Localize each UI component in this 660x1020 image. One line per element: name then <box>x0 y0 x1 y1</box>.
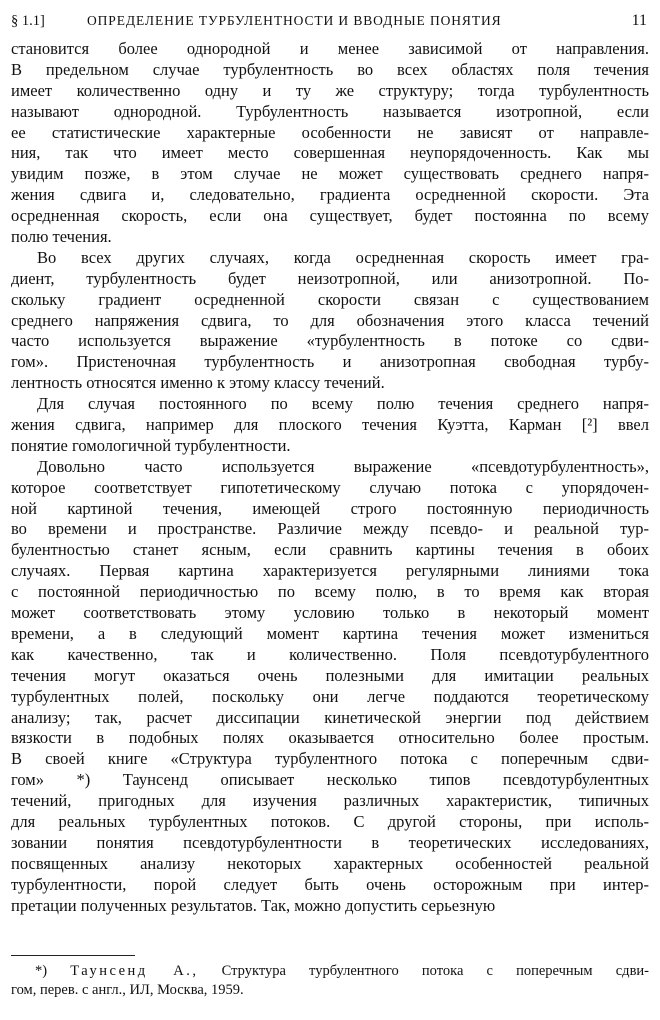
paragraph <box>11 394 649 457</box>
text-line: увидим позже, в этом случае не может существовать среднего напря- <box>11 164 649 184</box>
text-line: имеет количественно одну и ту же структуру; тогда турбулентность <box>11 80 649 100</box>
paragraph <box>11 248 649 394</box>
text-line: может соответствовать этому условию только в некоторый момент <box>11 603 649 623</box>
paragraph <box>11 457 649 917</box>
text-line: вязкости в подобных полях оказывается относительно более простым. <box>11 728 649 748</box>
text-line: которое соответствует гипотетическому случаю потока с упорядочен- <box>11 477 649 497</box>
text-line: Для случая постоянного по всему полю течения среднего напря- <box>37 394 649 414</box>
text-line: называют однородной. Турбулентность называется изотропной, если <box>11 101 649 121</box>
text-line: ее статистические характерные особенности не зависят от направле- <box>11 122 649 142</box>
footnote-line: гом, перев. с англ., ИЛ, Москва, 1959. <box>11 982 244 998</box>
text-line: анализу; так, расчет диссипации кинетической энергии под действием <box>11 707 649 727</box>
paragraph <box>11 39 649 248</box>
text-line: Во всех других случаях, когда осредненная скорость имеет гра- <box>37 247 649 267</box>
text-line: жения сдвига и, следовательно, градиента осредненной скорости. Эта <box>11 185 649 205</box>
running-head <box>11 9 649 33</box>
text-line: становится более однородной и менее зависимой от направления. <box>11 39 649 58</box>
footnote-author: Таунсенд А., <box>70 963 199 979</box>
text-line: зовании понятия псевдотурбулентности в теоретических исследованиях, <box>11 832 649 852</box>
footnote-line <box>11 962 649 981</box>
text-line: лентность относятся именно к этому классу течений. <box>11 373 385 393</box>
text-line: течений, пригодных для изучения различных характеристик, типичных <box>11 791 649 811</box>
text-line: скольку градиент осредненной скорости связан с существованием <box>11 289 649 309</box>
text-line: случаях. Первая картина характеризуется регулярными линиями тока <box>11 561 649 581</box>
text-line: гом» *) Таунсенд описывает несколько типов псевдотурбулентных <box>11 770 649 790</box>
footnote-marker: *) <box>35 963 48 979</box>
section-number: § 1.1] <box>11 13 45 29</box>
text-line: полю течения. <box>11 227 112 247</box>
text-line: турбулентности, порой следует быть очень осторожным при интер- <box>11 874 649 894</box>
text-line: с постоянной периодичностью по всему полю, в то время как вторая <box>11 582 649 602</box>
page-number: 11 <box>631 12 647 29</box>
text-line: ния, так что имеет место совершенная неупорядоченность. Как мы <box>11 143 649 163</box>
running-title: ОПРЕДЕЛЕНИЕ ТУРБУЛЕНТНОСТИ И ВВОДНЫЕ ПОНЯТИЯ <box>87 13 502 28</box>
text-line: во времени и пространстве. Различие между псевдо- и реальной тур- <box>11 519 649 539</box>
text-line: часто используется выражение «турбулентность в потоке со сдви- <box>11 331 649 351</box>
footnote <box>11 962 649 1000</box>
body-text <box>11 39 649 916</box>
text-line: для реальных турбулентных потоков. С другой стороны, при исполь- <box>11 811 649 831</box>
text-line: осредненная скорость, если она существует, будет постоянна по всему <box>11 206 649 226</box>
text-line: жения сдвига, например для плоского течения Куэтта, Карман [²] ввел <box>11 415 649 435</box>
text-line: гом». Пристеночная турбулентность и анизотропная свободная турбу- <box>11 352 649 372</box>
text-line: диент, турбулентность будет неизотропной, или анизотропной. По- <box>11 268 649 288</box>
footnote-divider <box>11 955 135 956</box>
text-line: времени, а в следующий момент картина течения может измениться <box>11 623 649 643</box>
text-line: В своей книге «Структура турбулентного потока с поперечным сдви- <box>11 749 649 769</box>
text-line: претации полученных результатов. Так, можно допустить серьезную <box>11 895 496 915</box>
text-line: В предельном случае турбулентность во всех областях поля течения <box>11 59 649 79</box>
text-line: турбулентных полей, поскольку они легче поддаются теоретическому <box>11 686 649 706</box>
text-line: как качественно, так и количественно. Поля псевдотурбулентного <box>11 644 649 664</box>
text-line: течения могут оказаться очень полезными для имитации реальных <box>11 665 649 685</box>
text-line: среднего напряжения сдвига, то для обозначения этого класса течений <box>11 310 649 330</box>
footnote-title: Структура турбулентного потока с поперечным сдви- <box>221 963 649 979</box>
text-line: понятие гомологичной турбулентности. <box>11 435 291 455</box>
text-line: булентностью станет ясным, если сравнить картины течения в обоих <box>11 540 649 560</box>
book-page <box>11 0 649 1020</box>
text-line: ной картиной течения, имеющей строго постоянную периодичность <box>11 498 649 518</box>
text-line: Довольно часто используется выражение «псевдотурбулентность», <box>37 456 649 476</box>
text-line: посвященных анализу некоторых характерных особенностей реальной <box>11 853 649 873</box>
